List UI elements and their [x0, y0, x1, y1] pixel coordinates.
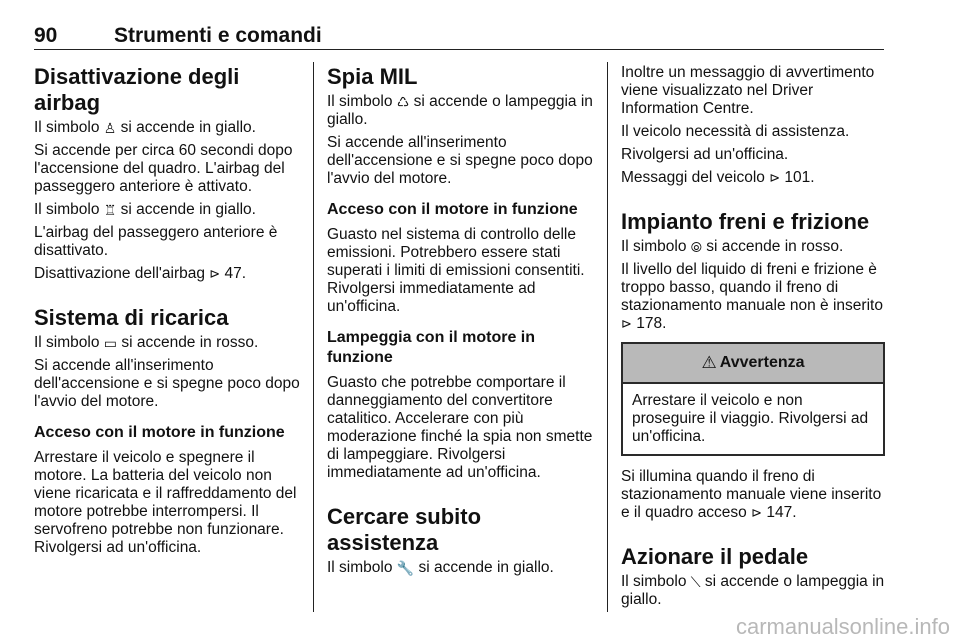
airbag-on-icon: ♙ [103, 120, 117, 136]
paragraph: Inoltre un messaggio di avvertimento viene visualizzato nel Driver Information Centre. [621, 64, 875, 117]
paragraph: Si accende all'inserimento dell'accensione e si spegne poco dopo l'avvio del motore. [327, 134, 593, 187]
brake-icon: ⦾ [690, 239, 702, 255]
paragraph: Messaggi del veicolo ⊳ 101. [621, 169, 815, 186]
paragraph: Si accende per circa 60 secondi dopo l'accensione del quadro. L'airbag del passeggero anteriore è attivato. [34, 142, 293, 195]
battery-icon: ▭ [103, 335, 118, 351]
paragraph: Il simbolo ⦾ si accende in rosso. [621, 238, 844, 255]
warning-title: Avvertenza [719, 354, 805, 371]
service-car-icon: 🔧 [396, 560, 415, 576]
heading-airbag: Disattivazione degli airbag [34, 64, 240, 115]
engine-icon: ♺ [396, 94, 410, 110]
subheading-running: Acceso con il motore in funzione [34, 424, 285, 441]
column-right [621, 64, 885, 614]
page-ref-icon: ⊳ [209, 266, 221, 281]
subheading-flash: Lampeggia con il motore in funzione [327, 329, 536, 366]
paragraph: Il simbolo 🔧 si accende in giallo. [327, 559, 554, 576]
page-number: 90 [34, 24, 58, 47]
page-ref-icon: ⊳ [621, 316, 632, 331]
warning-box [621, 342, 885, 456]
heading-service: Cercare subito assistenza [327, 504, 482, 555]
column-divider [607, 62, 608, 612]
pedal-icon: ⟍ [690, 574, 701, 590]
page-ref-icon: ⊳ [751, 505, 763, 520]
watermark: carmanualsonline.info [735, 614, 950, 639]
paragraph: Il simbolo ♖ si accende in giallo. [34, 201, 256, 218]
paragraph: Rivolgersi ad un'officina. [621, 146, 789, 163]
paragraph: Il simbolo ⟍ si accende o lampeggia in giallo. [621, 573, 885, 608]
paragraph: Il simbolo ▭ si accende in rosso. [34, 334, 259, 351]
subheading-on: Acceso con il motore in funzione [327, 201, 578, 218]
page-header [34, 0, 884, 50]
heading-brakes: Impianto freni e frizione [621, 209, 870, 234]
heading-mil: Spia MIL [327, 64, 418, 89]
warning-body [623, 384, 883, 454]
paragraph: L'airbag del passeggero anteriore è disattivato. [34, 224, 278, 259]
heading-pedal: Azionare il pedale [621, 544, 809, 569]
warning-icon: ⚠ [701, 353, 717, 372]
section-title: Strumenti e comandi [114, 24, 322, 47]
paragraph: Il livello del liquido di freni e frizione è troppo basso, quando il freno di stazionamento manuale non è inserito ⊳ 178. [621, 261, 883, 332]
paragraph: Si accende all'inserimento dell'accensione e si spegne poco dopo l'avvio del motore. [34, 357, 300, 410]
column-middle [327, 64, 593, 582]
warning-header [623, 344, 883, 384]
paragraph: Il simbolo ♺ si accende o lampeggia in giallo. [327, 93, 593, 128]
warning-text: Arrestare il veicolo e non proseguire il viaggio. Rivolgersi ad un'officina. [632, 392, 869, 445]
paragraph: Guasto nel sistema di controllo delle emissioni. Potrebbero essere stati superati i limiti di emissioni consentiti. Rivolgersi immediatamente ad un'officina. [327, 226, 585, 315]
page-ref-icon: ⊳ [769, 170, 781, 185]
paragraph: Si illumina quando il freno di stazionamento manuale viene inserito e il quadro acceso ⊳ 147. [621, 468, 882, 521]
paragraph: Guasto che potrebbe comportare il danneggiamento del convertitore catalitico. Accelerare con più moderazione finché la spia non smette di lampeggiare. Rivolgersi immediatamente ad un'officina. [327, 374, 593, 481]
heading-charging: Sistema di ricarica [34, 305, 229, 330]
paragraph: Il veicolo necessità di assistenza. [621, 123, 850, 140]
paragraph: Disattivazione dell'airbag ⊳ 47. [34, 265, 247, 282]
paragraph: Arrestare il veicolo e spegnere il motore. La batteria del veicolo non viene ricaricata e il raffreddamento del motore potrebbe interrompersi. Il servofreno potrebbe non funzionare. Rivolgersi ad un'officina. [34, 449, 297, 556]
column-divider [313, 62, 314, 612]
airbag-off-icon: ♖ [103, 202, 117, 218]
paragraph: Il simbolo ♙ si accende in giallo. [34, 119, 256, 136]
column-left [34, 64, 300, 562]
